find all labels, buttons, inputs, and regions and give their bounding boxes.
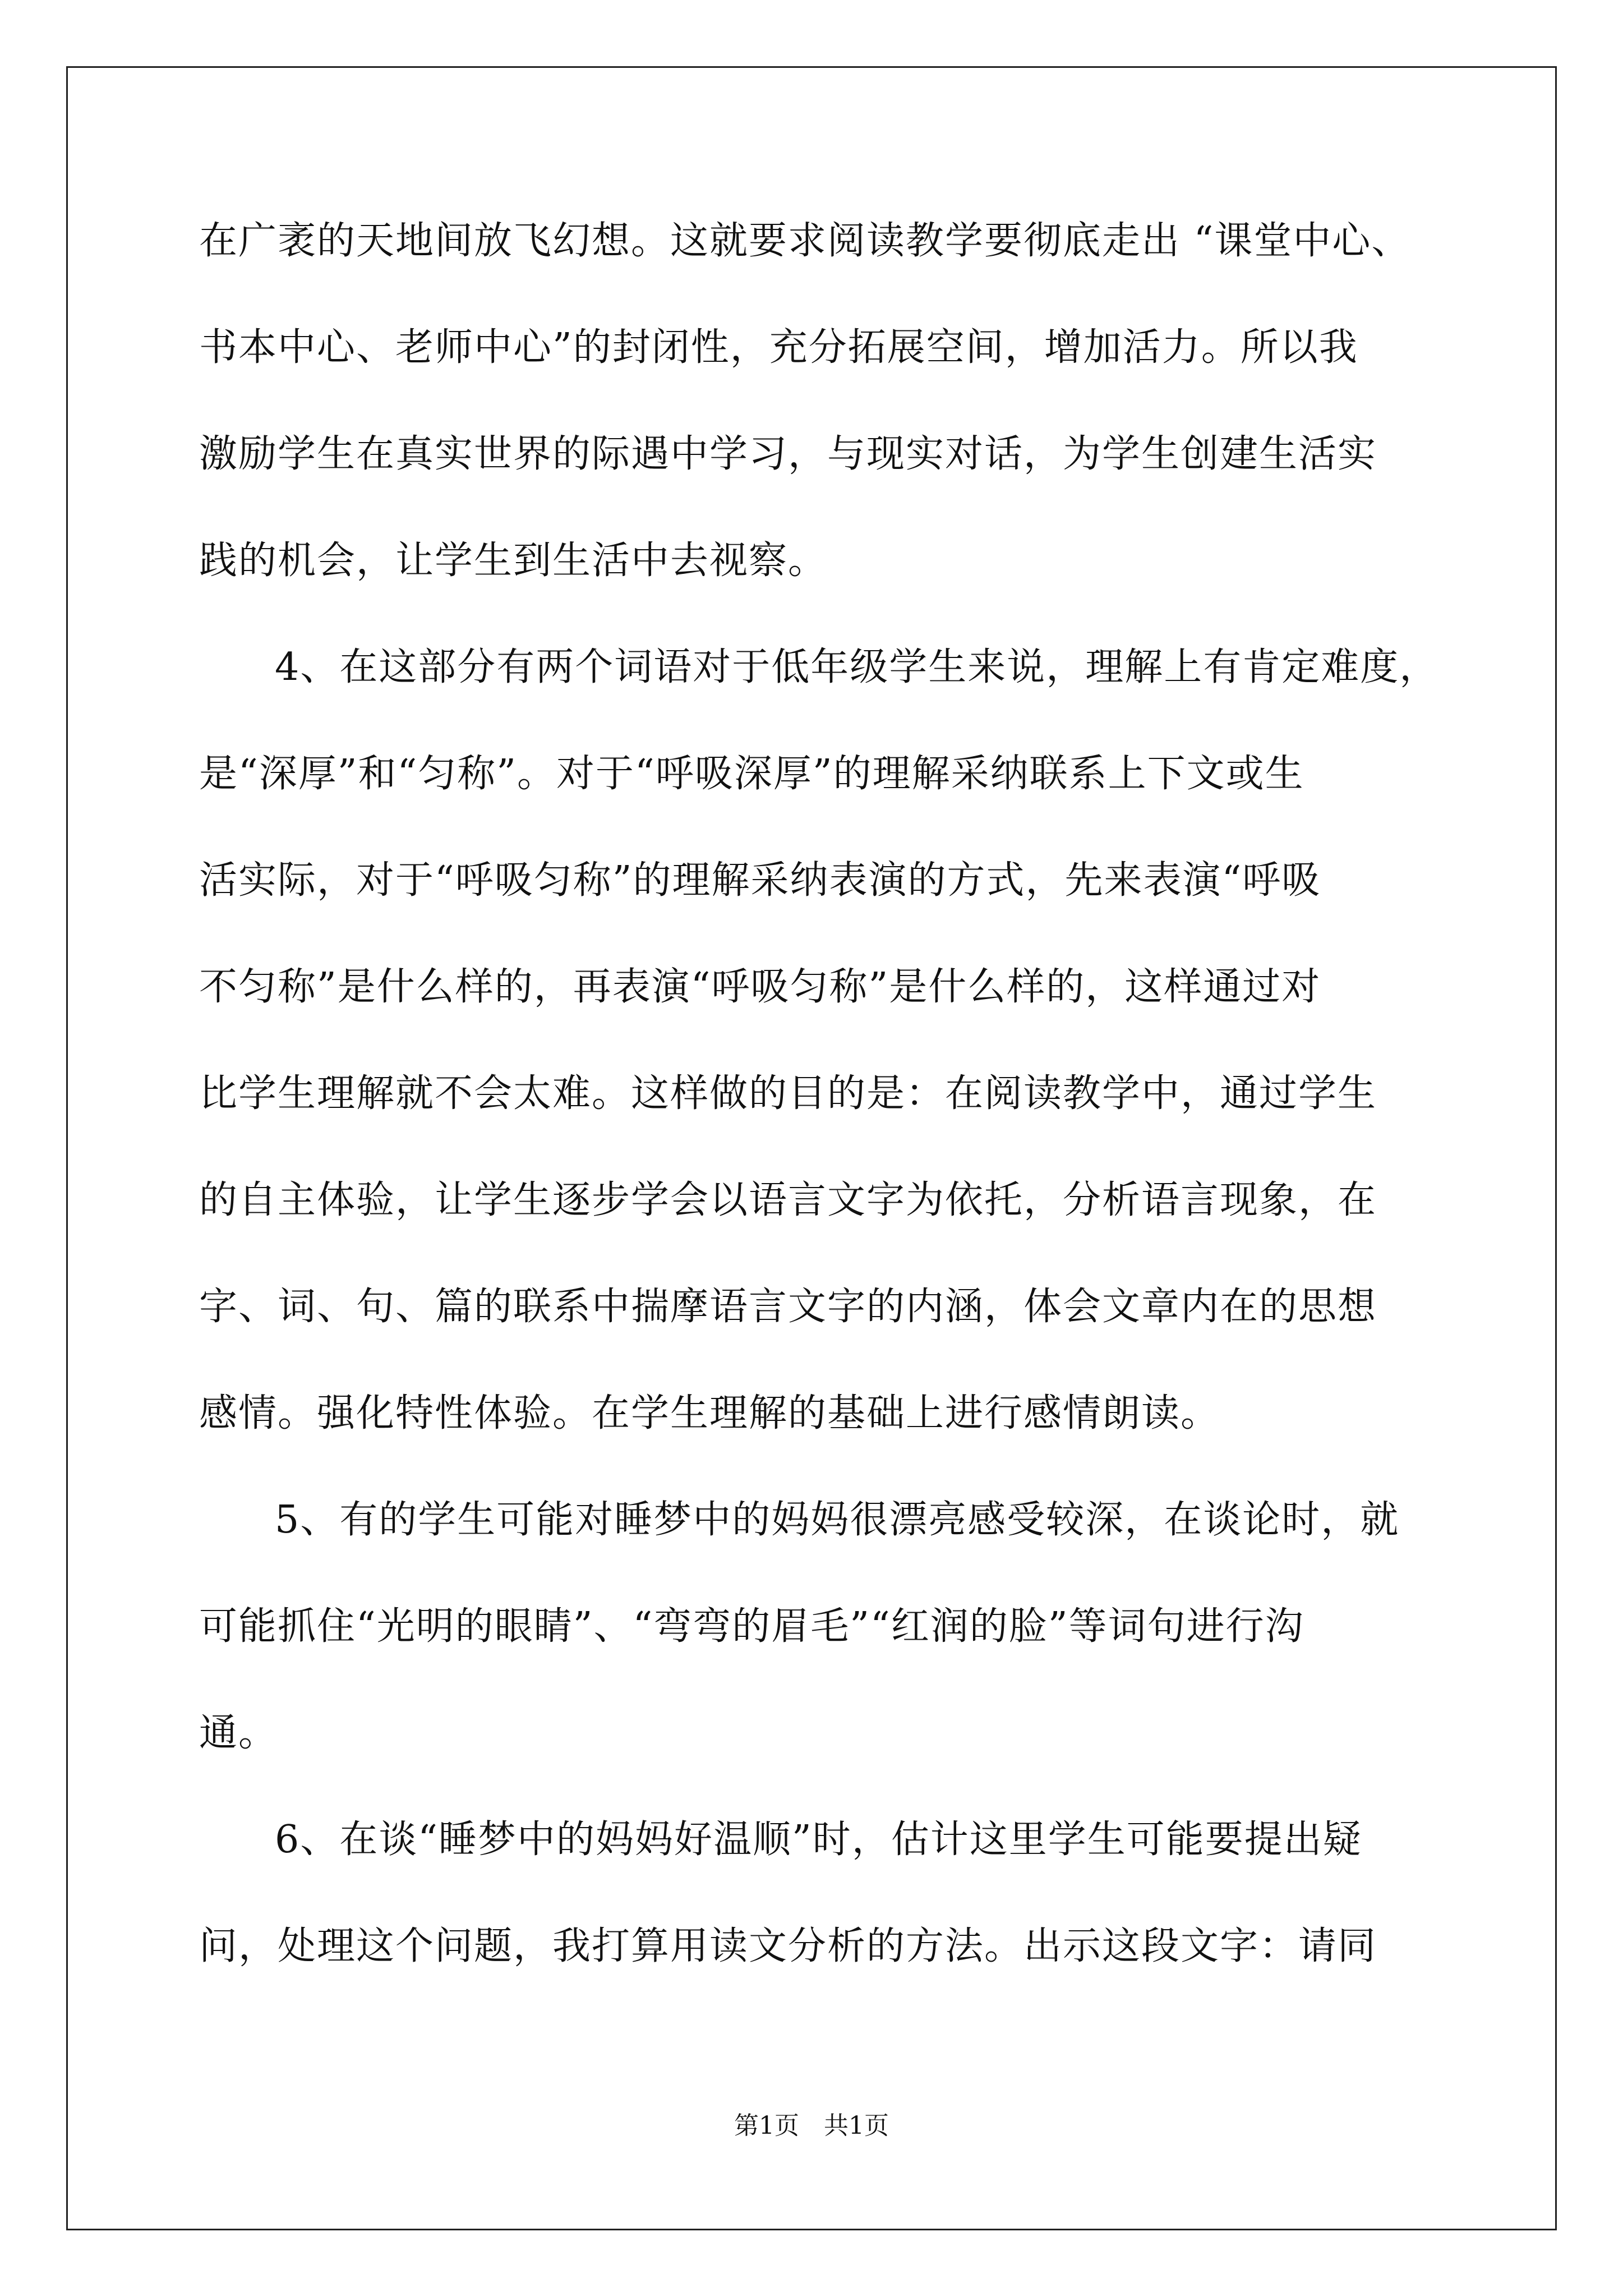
text-line: 问，处理这个问题，我打算用读文分析的方法。出示这段文字：请同 [199,1924,1377,1968]
paragraph-5-start: 5、有的学生可能对睡梦中的妈妈很漂亮感受较深，在谈论时，就 [275,1498,1400,1542]
text-line: 是“深厚”和“匀称”。对于“呼吸深厚”的理解采纳联系上下文或生 [199,752,1304,796]
text-line: 感情。强化特性体验。在学生理解的基础上进行感情朗读。 [199,1391,1220,1435]
text-line: 在广袤的天地间放飞幻想。这就要求阅读教学要彻底走出 “课堂中心、 [199,219,1411,263]
page-number-footer: 第1页 共1页 [734,2111,889,2140]
page-border [66,66,1557,2230]
text-line: 不匀称”是什么样的，再表演“呼吸匀称”是什么样的，这样通过对 [199,965,1321,1009]
text-line: 可能抓住“光明的眼睛”、“弯弯的眉毛”“红润的脸”等词句进行沟 [199,1604,1304,1649]
text-line: 书本中心、老师中心”的封闭性，充分拓展空间，增加活力。所以我 [199,325,1358,370]
paragraph-6-start: 6、在谈“睡梦中的妈妈好温顺”时，估计这里学生可能要提出疑 [275,1818,1362,1862]
paragraph-4-start: 4、在这部分有两个词语对于低年级学生来说，理解上有肯定难度， [275,645,1439,689]
text-line: 活实际，对于“呼吸匀称”的理解采纳表演的方式，先来表演“呼吸 [199,858,1321,903]
text-line: 激励学生在真实世界的际遇中学习，与现实对话，为学生创建生活实 [199,432,1377,476]
text-line: 的自主体验，让学生逐步学会以语言文字为依托，分析语言现象，在 [199,1178,1377,1222]
text-line: 比学生理解就不会太难。这样做的目的是：在阅读教学中，通过学生 [199,1071,1377,1116]
text-line: 通。 [199,1711,278,1755]
text-line: 字、词、句、篇的联系中揣摩语言文字的内涵，体会文章内在的思想 [199,1285,1377,1329]
text-line: 践的机会，让学生到生活中去视察。 [199,539,828,583]
